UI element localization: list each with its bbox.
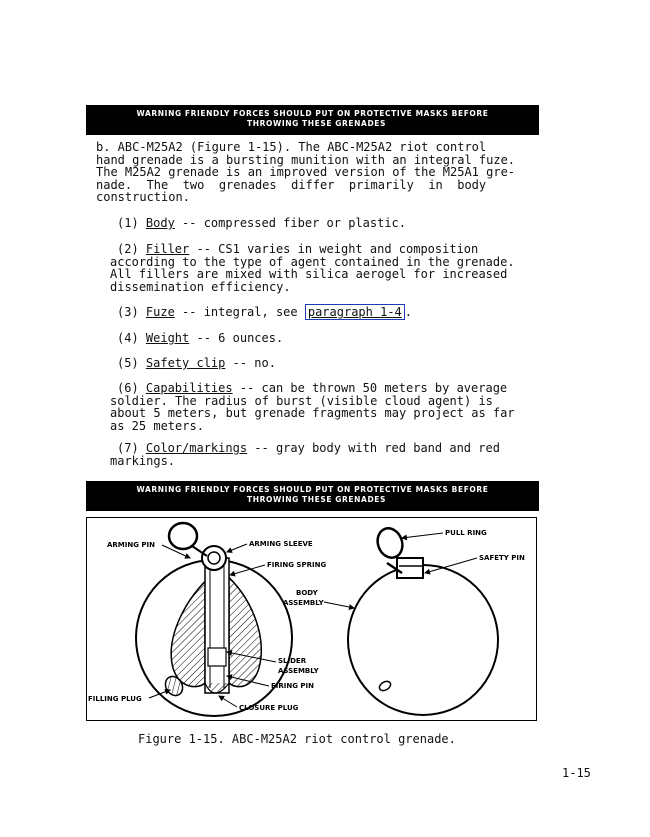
item-weight: [117, 332, 283, 345]
label-safety-pin: SAFETY PIN: [479, 554, 525, 562]
intro-line: hand grenade is a bursting munition with an integral fuze.: [96, 152, 516, 167]
intro-line: nade. The two grenades differ primarily in body: [96, 177, 487, 192]
item-text: -- can be thrown 50 meters by average: [232, 381, 508, 395]
cutaway-grenade: [136, 523, 292, 716]
item-term: Capabilities: [145, 381, 233, 395]
label-body-assembly: ASSEMBLY: [283, 599, 324, 607]
intro-line: b. ABC-M25A2 (Figure 1-15). The ABC-M25A2 riot control: [96, 140, 487, 154]
slider-assembly: [208, 648, 226, 666]
item-term: Filler: [145, 242, 190, 256]
item-number: (3): [117, 305, 146, 319]
warning-banner: [86, 105, 539, 135]
item-text: -- 6 ounces.: [189, 331, 284, 345]
warning-line-2: THROWING THESE GRENADES: [247, 495, 386, 504]
item-number: (4): [117, 331, 146, 345]
warning-line-1: WARNING FRIENDLY FORCES SHOULD PUT ON PROTECTIVE MASKS BEFORE: [136, 109, 489, 118]
intro-paragraph: [96, 141, 536, 204]
item-number: (6): [117, 381, 146, 395]
item-term: Safety clip: [145, 356, 226, 370]
fuze-head: [397, 558, 423, 578]
grenade-sphere: [348, 565, 498, 715]
intro-line: The M25A2 grenade is an improved version of the M25A1 gre-: [96, 165, 516, 180]
pull-ring-left: [169, 523, 197, 549]
grenade-diagram: [87, 518, 535, 719]
item-line: All fillers are mixed with silica aerogel for increased: [110, 267, 508, 282]
page-number: 1-15: [562, 766, 591, 780]
figure-caption: Figure 1-15. ABC-M25A2 riot control grenade.: [138, 732, 456, 746]
item-term: Weight: [145, 331, 190, 345]
item-filler: [110, 243, 515, 293]
label-arming-pin: ARMING PIN: [107, 541, 156, 549]
item-fuze: [117, 306, 412, 319]
item-text: -- integral, see: [174, 305, 305, 319]
paragraph-link[interactable]: paragraph 1-4: [305, 304, 405, 320]
item-body: [117, 217, 406, 230]
pull-ring-right: [374, 525, 407, 561]
item-line: about 5 meters, but grenade fragments may project as far: [110, 406, 515, 421]
item-text: -- gray body with red band and red: [247, 441, 500, 455]
item-text: -- no.: [225, 356, 276, 370]
item-text: -- CS1 varies in weight and composition: [189, 242, 479, 256]
label-firing-spring: FIRING SPRING: [267, 561, 327, 569]
label-slider: SLIDER: [278, 657, 307, 665]
warning-banner: [86, 481, 539, 511]
label-filling-plug: FILLING PLUG: [88, 695, 142, 703]
item-line: as 25 meters.: [110, 418, 204, 433]
label-arming-sleeve: ARMING SLEEVE: [249, 540, 313, 548]
grenade-figure: [86, 517, 537, 721]
item-number: (7): [117, 441, 146, 455]
warning-line-1: WARNING FRIENDLY FORCES SHOULD PUT ON PROTECTIVE MASKS BEFORE: [136, 485, 489, 494]
intro-line: construction.: [96, 190, 190, 205]
external-grenade: [348, 525, 498, 715]
item-line: according to the type of agent contained in the grenade.: [110, 254, 515, 269]
item-color-markings: [110, 442, 500, 467]
item-text: .: [404, 305, 413, 319]
item-term: Color/markings: [145, 441, 248, 455]
item-line: soldier. The radius of burst (visible cloud agent) is: [110, 393, 493, 408]
item-number: (2): [117, 242, 146, 256]
warning-line-2: THROWING THESE GRENADES: [247, 119, 386, 128]
item-line: dissemination efficiency.: [110, 279, 291, 294]
label-closure-plug: CLOSURE PLUG: [239, 704, 299, 712]
label-firing-pin: FIRING PIN: [271, 682, 315, 690]
label-pull-ring: PULL RING: [445, 529, 487, 537]
item-term: Fuze: [145, 305, 175, 319]
label-body: BODY: [296, 589, 318, 597]
label-slider-assembly: ASSEMBLY: [278, 667, 319, 675]
item-safety-clip: [117, 357, 276, 370]
item-number: (5): [117, 356, 146, 370]
item-text: -- compressed fiber or plastic.: [174, 216, 406, 230]
item-number: (1): [117, 216, 146, 230]
item-capabilities: [110, 382, 515, 432]
item-term: Body: [145, 216, 175, 230]
item-line: markings.: [110, 453, 176, 468]
center-tube: [205, 558, 229, 693]
